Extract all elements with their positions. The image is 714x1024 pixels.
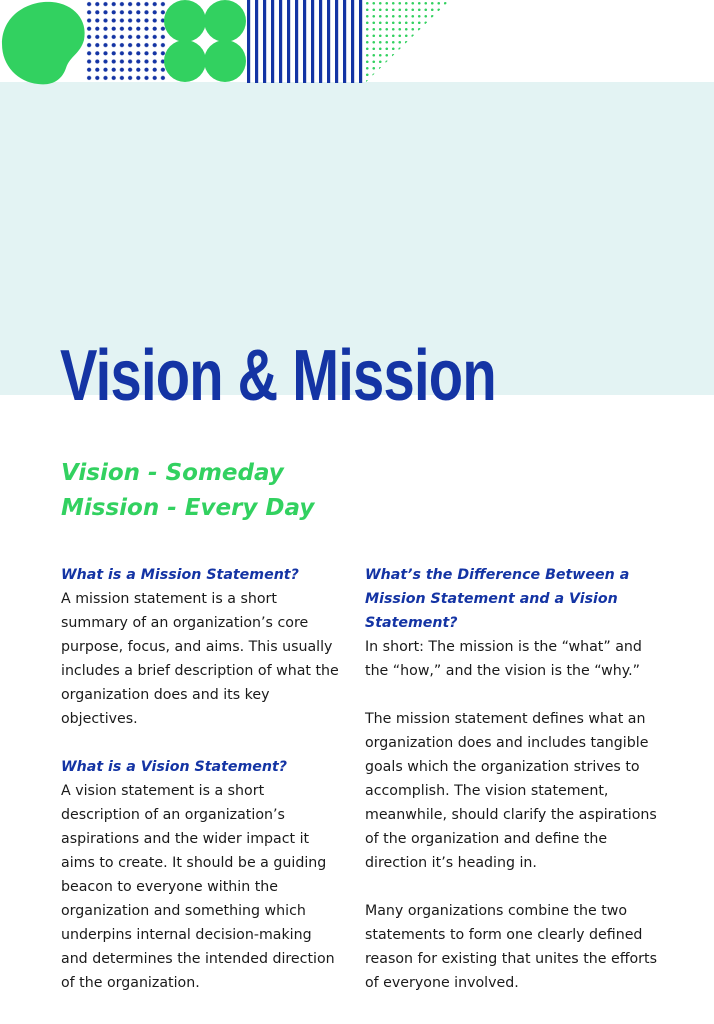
blue-dot-grid bbox=[85, 0, 167, 82]
green-circle bbox=[164, 40, 206, 82]
green-circle bbox=[204, 40, 246, 82]
mission-statement-body: A mission statement is a short summary of an organization’s core purpose, focus, and aims. This usually includes a brief description of what the organization does and its key objectives. bbox=[61, 591, 339, 727]
left-column bbox=[61, 563, 341, 995]
green-circle bbox=[204, 0, 246, 42]
mission-statement-heading: What is a Mission Statement? bbox=[61, 567, 299, 583]
vision-statement-body: A vision statement is a short description of an organization’s aspirations and the wider impact it aims to create. It should be a guiding beacon to everyone within the organization and something which underpins internal decision-making and determines the intended direction of the organization. bbox=[61, 783, 335, 991]
tagline-vision: Vision - Someday bbox=[61, 460, 284, 486]
page-title: Vision & Mission bbox=[60, 336, 496, 416]
difference-summary: In short: The mission is the “what” and the “how,” and the vision is the “why.” bbox=[365, 639, 642, 679]
right-column bbox=[365, 563, 665, 995]
decorative-pattern bbox=[0, 0, 714, 86]
tagline-mission: Mission - Every Day bbox=[61, 495, 315, 521]
difference-conclusion: Many organizations combine the two statements to form one clearly defined reason for existing that unites the efforts of everyone involved. bbox=[365, 903, 657, 991]
green-circle bbox=[164, 0, 206, 42]
blue-stripes bbox=[247, 0, 362, 83]
tagline bbox=[61, 456, 314, 526]
vision-statement-heading: What is a Vision Statement? bbox=[61, 759, 287, 775]
green-dot-triangle bbox=[364, 0, 454, 86]
green-blob-shape bbox=[2, 2, 85, 85]
difference-heading: What’s the Difference Between a Mission Statement and a Vision Statement? bbox=[365, 567, 630, 631]
difference-detail: The mission statement defines what an organization does and includes tangible goals which the organization strives to accomplish. The vision statement, meanwhile, should clarify the aspirations of the organization and define the direction it’s heading in. bbox=[365, 711, 657, 871]
